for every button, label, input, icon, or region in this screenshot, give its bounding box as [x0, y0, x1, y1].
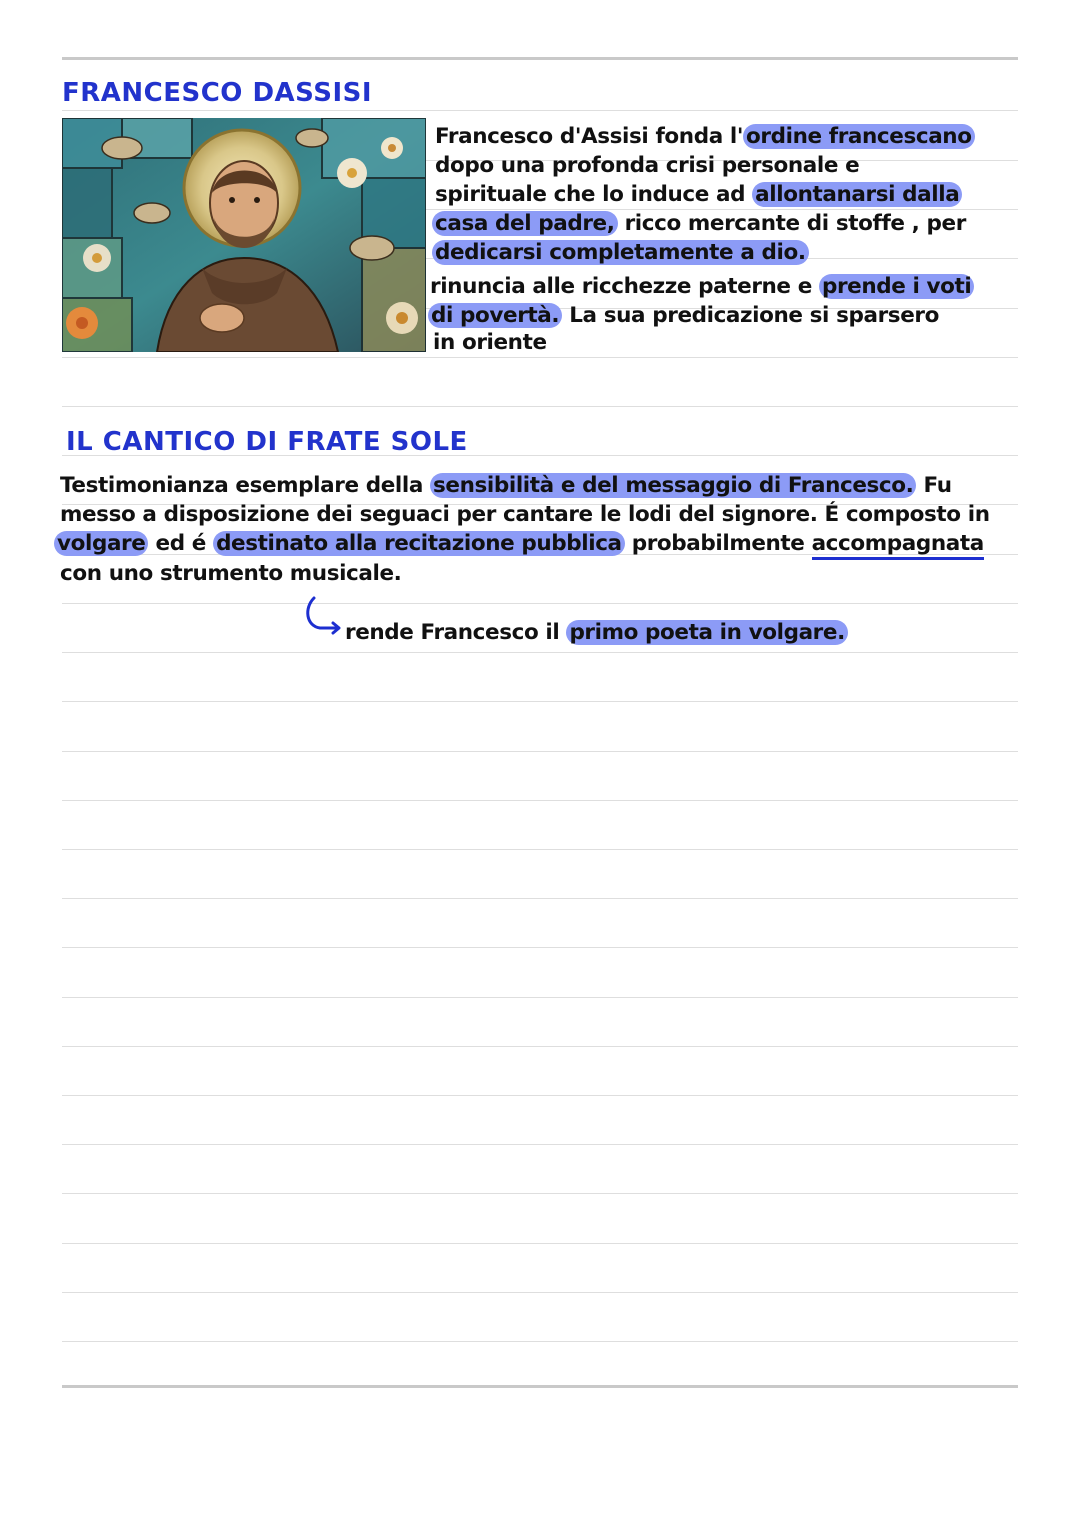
- text-line: Testimonianza esemplare della sensibilità e del messaggio di Francesco. Fu: [60, 473, 952, 498]
- text-line: in oriente: [433, 330, 547, 355]
- text-line: [432, 238, 809, 268]
- highlight: sensibilità e del messaggio di Francesco.: [430, 473, 916, 498]
- note-line: rende Francesco il primo poeta in volgare.: [345, 618, 848, 648]
- underlined-word: accompagnata: [812, 531, 984, 560]
- highlight: di povertà.: [428, 303, 562, 328]
- highlight: ordine francescano: [743, 124, 975, 149]
- text-line: rinuncia alle ricchezze paterne e prende i voti: [430, 272, 974, 302]
- highlight: volgare: [54, 531, 148, 556]
- text-line: con uno strumento musicale.: [60, 561, 402, 586]
- text-line: spirituale che lo induce ad allontanarsi dalla: [435, 180, 962, 210]
- text-line: Francesco d'Assisi fonda l' ordine francescano: [435, 122, 975, 152]
- text-line: volgare ed é destinato alla recitazione pubblica probabilmente accompagnata: [54, 529, 984, 559]
- text-line: di povertà. La sua predicazione si sparsero: [428, 301, 939, 331]
- text-line: messo a disposizione dei seguaci per cantare le lodi del signore. É composto in: [60, 502, 990, 527]
- highlight: allontanarsi dalla: [752, 182, 962, 207]
- section-title-cantico: IL CANTICO DI FRATE SOLE: [66, 427, 468, 457]
- section-title-francesco: FRANCESCO DASSISI: [62, 78, 373, 108]
- stained-glass-portrait-image: [62, 118, 426, 352]
- text-line: dopo una profonda crisi personale e: [435, 153, 860, 178]
- curved-arrow-icon: [300, 594, 346, 640]
- highlight: prende i voti: [819, 274, 974, 299]
- top-rule: [62, 57, 1018, 60]
- highlight: dedicarsi completamente a dio.: [432, 240, 809, 265]
- text-line: casa del padre, ricco mercante di stoffe , per: [432, 209, 966, 239]
- highlight: casa del padre,: [432, 211, 618, 236]
- bottom-rule: [62, 1385, 1018, 1388]
- highlight: primo poeta in volgare.: [566, 620, 847, 645]
- highlight: destinato alla recitazione pubblica: [213, 531, 625, 556]
